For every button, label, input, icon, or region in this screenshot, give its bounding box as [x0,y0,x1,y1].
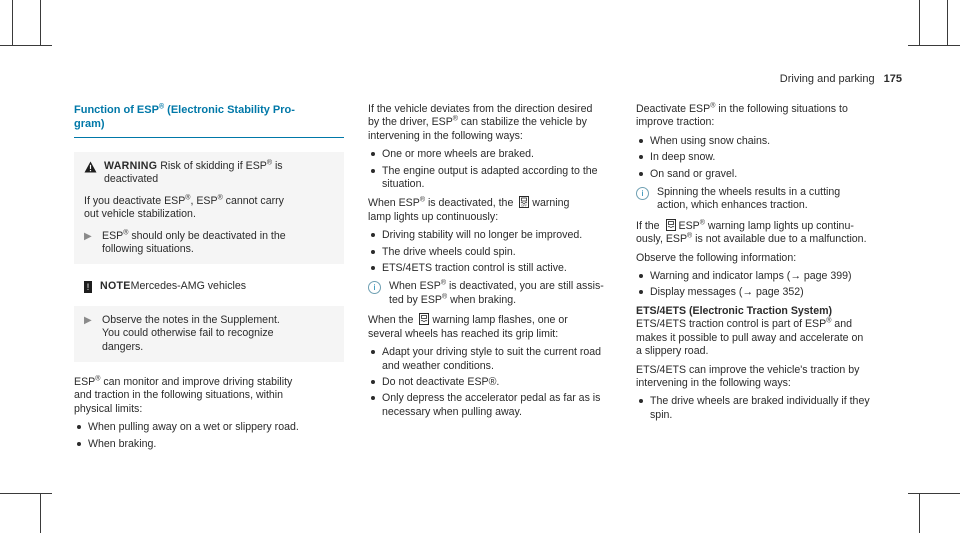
info-row [368,280,620,307]
notes-box [74,306,344,362]
text: If the vehicle deviates from the direction desired [368,103,593,115]
heading-text-3: gram) [74,118,105,130]
note-label: NOTE [100,280,131,293]
text: intervening in the following ways: [368,129,523,142]
info-text [389,280,604,307]
text: When the [368,314,414,327]
registered-mark: ® [452,115,458,123]
text: a slippery road. [636,345,709,358]
list-item: When using snow chains. [636,135,894,148]
arrow-right-icon: ▶ [84,230,92,242]
text: can monitor and improve driving stability [100,376,293,389]
warning-title [104,160,283,187]
text: , ESP [190,194,218,207]
info-icon: i [636,187,649,200]
body-paragraph: Observe the following information: [636,251,797,264]
arrow-right-icon: ▶ [84,314,92,326]
warning-action-text [102,230,286,257]
text: intervening in the following ways: [636,376,791,389]
crop-mark-br-v [919,493,920,533]
text: out vehicle stabilization. [84,208,196,221]
text: When ESP [368,197,420,210]
crop-mark-tr-h [908,45,960,46]
list-item: Only depress the accelerator pedal as far as is necessary when pulling away. [368,392,620,419]
text: ESP [678,219,700,232]
list-item: ETS/4ETS traction control is still active. [368,262,620,275]
text: ESP [74,376,96,389]
list-item: Driving stability will no longer be improved. [368,229,620,242]
crop-mark-tr-v [919,0,920,46]
text: ted by ESP [389,293,442,306]
list-item: One or more wheels are braked. [368,148,620,161]
section-heading [74,103,344,138]
esp-lamp-icon [666,219,676,231]
text: should only be deactivated in the [128,229,286,242]
registered-mark: ® [158,103,165,111]
info-icon: i [368,281,381,294]
list-item: Adapt your driving style to suit the current road and weather conditions. [368,346,620,373]
body-paragraph [368,103,620,143]
list-item: On sand or gravel. [636,168,894,181]
text: action, which enhances traction. [657,199,808,212]
notes-text [102,314,280,354]
registered-mark: ® [95,375,101,383]
bullet-list [636,270,894,300]
body-paragraph [636,364,894,391]
bullet-list [368,148,620,191]
text: warning lamp lights up continu- [704,219,854,232]
crop-mark-tl-v2 [12,0,13,46]
text: is not available due to a malfunction. [692,233,867,246]
text: ETS/4ETS traction control is part of ESP [636,318,827,331]
info-text [657,186,840,213]
bullet-list [636,395,894,422]
list-item: Do not deactivate ESP®. [368,376,620,389]
list-item: In deep snow. [636,151,894,164]
list-item: The engine output is adapted according to the situation. [368,165,620,192]
body-paragraph [74,376,344,416]
text: and [831,318,852,331]
notes-action-row [84,314,338,354]
crop-mark-bl-h [0,493,52,494]
warning-text-2: is [272,160,283,172]
text: ETS/4ETS can improve the vehicle's traction by [636,363,860,376]
page-header [780,73,902,86]
registered-mark: ® [826,317,832,325]
heading-text-2: (Electronic Stability Pro- [164,104,295,116]
crop-mark-br-h [908,493,960,494]
bullet-list [368,229,620,275]
list-item: When braking. [74,438,344,451]
list-item: Warning and indicator lamps (→ page 399) [636,270,894,283]
body-paragraph [636,103,894,130]
registered-mark: ® [710,102,716,110]
registered-mark: ® [440,279,446,287]
warning-text: Risk of skidding if ESP [157,160,267,172]
info-row [636,186,894,213]
section-title: Driving and parking [779,73,875,85]
text: can stabilize the vehicle by [457,116,587,129]
warning-triangle-icon [84,161,98,177]
registered-mark: ® [699,219,705,227]
warning-text-3: deactivated [104,173,159,186]
registered-mark: ® [687,232,693,240]
text: is deactivated, you are still assis- [446,280,604,293]
text: several wheels has reached its grip limit: [368,327,559,340]
text: when braking. [447,293,517,306]
warning-action-row [84,230,338,257]
text: warning [532,197,570,210]
registered-mark: ® [419,196,425,204]
heading-text: Function of ESP [74,104,159,116]
text: If you deactivate ESP [84,194,186,207]
list-item: When pulling away on a wet or slippery road. [74,421,344,434]
text: If the [636,219,660,232]
text: ously, ESP [636,233,688,246]
text: physical limits: [74,402,143,415]
text: by the driver, ESP [368,116,453,129]
column-2 [368,103,620,424]
bullet-list [74,421,344,451]
esp-lamp-icon [419,313,429,325]
crop-mark-tl-v [40,0,41,46]
registered-mark: ® [442,293,448,301]
column-1 [74,103,344,456]
subheading: ETS/4ETS (Electronic Traction System) [636,304,833,317]
warning-label: WARNING [104,160,158,172]
list-item: The drive wheels are braked individually if they spin. [636,395,894,422]
warning-box [74,152,344,264]
registered-mark: ® [266,159,272,167]
svg-text:OFF: OFF [521,204,528,208]
warning-paragraph [84,195,338,222]
text: Spinning the wheels results in a cutting [657,186,841,199]
text: cannot carry [222,194,284,207]
text: improve traction: [636,116,715,129]
text: makes it possible to pull away and accelerate on [636,331,864,344]
bullet-list [636,135,894,181]
text: Deactivate ESP [636,103,711,115]
note-exclamation-icon: ! [84,281,92,293]
registered-mark: ® [185,194,191,202]
body-paragraph [636,318,894,358]
text: lamp lights up continuously: [368,210,499,223]
body-paragraph [636,219,894,247]
warning-title-row [84,160,338,187]
text: warning lamp flashes, one or [432,314,568,327]
note-text: Mercedes-AMG vehicles [130,280,247,293]
text: ESP [102,229,124,242]
text: and traction in the following situations, within [74,389,284,402]
column-3 [636,103,894,427]
registered-mark: ® [123,229,129,237]
text: in the following situations to [715,103,848,115]
esp-off-lamp-icon [519,196,529,208]
text: following situations. [102,243,194,256]
page-number: 175 [883,73,902,85]
body-paragraph [368,313,620,341]
text: dangers. [102,340,144,353]
crop-mark-tr-v2 [947,0,948,46]
registered-mark: ® [217,194,223,202]
note-row [74,280,344,293]
crop-mark-bl-v [40,493,41,533]
text: You could otherwise fail to recognize [102,327,274,340]
text: When ESP [389,280,441,293]
text: is deactivated, the [425,197,514,210]
list-item: The drive wheels could spin. [368,246,620,259]
crop-mark-tl-h [0,45,52,46]
list-item: Display messages (→ page 352) [636,286,894,299]
body-paragraph [368,196,620,224]
bullet-list [368,346,620,419]
text: Observe the notes in the Supplement. [102,313,280,326]
